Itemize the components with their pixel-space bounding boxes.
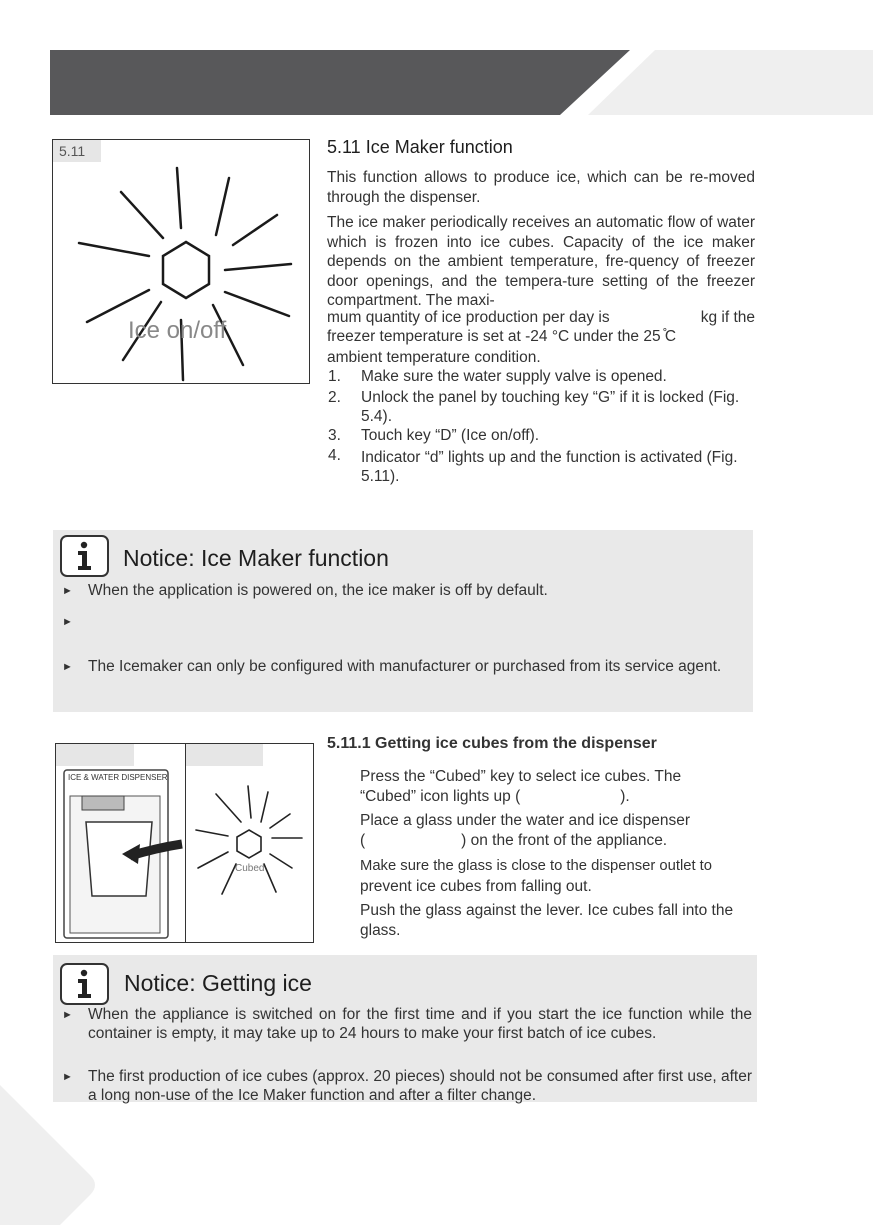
hexagon-icon — [237, 830, 261, 858]
para1-text-c: ). — [620, 787, 630, 805]
para2-line-a: Place a glass under the water and ice dispenser — [360, 812, 691, 829]
hexagon-icon — [163, 242, 209, 298]
bullet-text: When the appliance is switched on for the first time and if you start the ice function while the container is empty, it may take up to 24 hours to make your first batch of ice cubes. — [88, 1006, 752, 1042]
header-band — [0, 50, 873, 115]
step-number: 2. — [328, 389, 341, 406]
notice-title: Notice: Getting ice — [124, 970, 312, 996]
figure-dispenser — [55, 743, 186, 943]
notice-getting-ice — [53, 955, 757, 1102]
section-5-11-1-title: 5.11.1 Getting ice cubes from the dispenser — [327, 735, 657, 752]
section-5-11-1-para4: Push the glass against the lever. Ice cubes fall into the glass. — [360, 902, 734, 939]
step-4 — [328, 446, 758, 486]
step-text: Indicator “d” lights up and the function is activated (Fig. 5.11). — [361, 449, 738, 485]
para1-line-a: Press the “Cubed” key to select ice cubes. The — [360, 768, 682, 785]
step-text: Make sure the water supply valve is opened. — [361, 368, 667, 385]
header-dark-band — [50, 50, 630, 115]
figure-5-11 — [52, 139, 310, 384]
notice-ice-maker — [53, 530, 753, 712]
para2-text-b: ( — [360, 831, 366, 849]
step-text: Unlock the panel by touching key “G” if it is locked (Fig. 5.4). — [361, 389, 740, 425]
para3-line-b: prevent ice cubes from falling out. — [360, 877, 592, 895]
para1-text-b: “Cubed” icon lights up ( — [360, 787, 521, 805]
section-5-11-title: 5.11 Ice Maker function — [327, 137, 513, 157]
notice-bullet — [62, 657, 742, 699]
cubed-label: Cubed — [235, 863, 265, 874]
section-5-11-body-temp: freezer temperature is set at -24 °C under the 25 ̊C — [327, 328, 677, 345]
notice-bullet — [62, 1067, 752, 1107]
figure-cubed — [185, 743, 314, 943]
step-3 — [328, 426, 758, 446]
para2-text-c: ) on the front of the appliance. — [461, 831, 668, 849]
capacity-text-a: mum quantity of ice production per day is — [327, 309, 610, 326]
ice-on-off-illustration — [53, 140, 309, 383]
bullet-text: The first production of ice cubes (approx. 20 pieces) should not be consumed after first use, after a long non-use of the Ice Maker function and after a filter change. — [88, 1068, 752, 1104]
bullet-arrow-icon: ► — [62, 1071, 73, 1083]
bullet-text: When the application is powered on, the ice maker is off by default. — [88, 582, 548, 599]
figure-label: 5.11 — [53, 140, 101, 162]
info-icon — [60, 963, 109, 1005]
para1-line-b — [360, 787, 755, 807]
dispenser-panel-label: ICE & WATER DISPENSER — [68, 773, 168, 782]
cubed-illustration — [186, 744, 313, 942]
section-5-11-body-ambient: ambient temperature condition. — [327, 349, 541, 366]
bullet-arrow-icon: ► — [62, 1009, 73, 1021]
step-number: 1. — [328, 368, 341, 385]
section-5-11-intro: This function allows to produce ice, which can be re-moved through the dispenser. — [327, 169, 755, 206]
notice-bullet — [62, 612, 742, 632]
section-5-11-1-para3 — [360, 857, 762, 896]
section-5-11-1-para1 — [360, 767, 755, 806]
step-number: 4. — [328, 447, 341, 464]
step-2 — [328, 388, 758, 428]
section-5-11-body-capacity — [327, 308, 755, 328]
header-light-tab — [588, 50, 873, 115]
step-text: Touch key “D” (Ice on/off). — [361, 427, 540, 444]
capacity-text-b: kg if the — [700, 309, 755, 326]
bullet-arrow-icon: ► — [62, 661, 73, 673]
notice-bullet — [62, 581, 742, 601]
section-5-11-1-para2 — [360, 811, 755, 850]
notice-bullet — [62, 1005, 752, 1065]
info-icon — [60, 535, 109, 577]
bullet-arrow-icon: ► — [62, 616, 73, 628]
bullet-text: The Icemaker can only be configured with manufacturer or purchased from its service agent. — [88, 658, 722, 675]
section-5-11-body: The ice maker periodically receives an automatic flow of water which is frozen into ice cubes. Capacity of the ice maker depends on the ambient temperature, fre-quency of freezer door openings, and the tempera-ture setting of the freezer compartment. The maxi- — [327, 214, 755, 309]
notice-title: Notice: Ice Maker function — [123, 545, 389, 571]
ice-on-off-label: Ice on/off — [128, 317, 227, 344]
para2-line-b — [360, 831, 755, 851]
para3-line-a: Make sure the glass is close to the dispenser outlet to — [360, 858, 713, 874]
step-1 — [328, 367, 758, 387]
step-number: 3. — [328, 427, 341, 444]
bullet-arrow-icon: ► — [62, 585, 73, 597]
